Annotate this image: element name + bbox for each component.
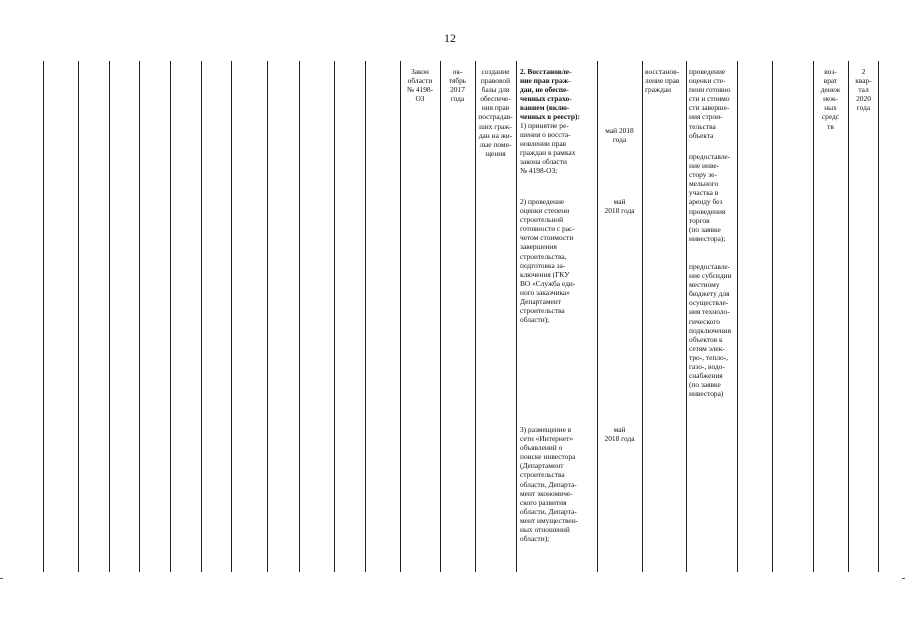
purpose-cell: создание правовой базы для обеспече- ния прав пострадав- ших граж- дан на жи- лые поме- щения <box>478 67 513 158</box>
action-item-1: проведение оценки сте- пени готовно сти и стоимо сти заверше- ния строи- тельства объекта <box>689 67 731 140</box>
law-cell: Закон области № 4198- ОЗ <box>406 67 434 104</box>
measure-item-1: 1) принятие ре- шения о восста- новлении прав граждан в рамках закона области № 4198-ОЗ; <box>520 121 576 176</box>
action-item-3: предоставле- ние субсидии местному бюджету для осуществле- ния техноло- гического подключения объектов к сетям элек- тро-, тепло-, газо-, водо- снабжения (по заявке инвестора) <box>689 262 732 399</box>
column-line <box>440 61 441 572</box>
measure-item-3: 3) размещение в сети «Интернет» объявлений о поиске инвестора (Департамент строительства области, Департа- мент экономиче- ского развития области, Департа- мент имуществен- ных отношений области); <box>520 425 579 544</box>
measure-item-2: 2) проведение оценки степени строительной готовности с рас- четом стоимости завершения строительства, подготовка за- ключения (ГКУ ВО «Служба еди- ного заказчика» Департамент строительства области); <box>520 197 576 325</box>
page-number: 12 <box>444 31 456 45</box>
scan-edge-mark <box>0 578 3 579</box>
column-line <box>848 61 849 572</box>
deadline-1: май 2018 года <box>605 126 634 145</box>
column-line <box>686 61 687 572</box>
column-line <box>737 61 738 572</box>
column-line <box>109 61 110 572</box>
column-line <box>642 61 643 572</box>
column-line <box>231 61 232 572</box>
column-line <box>170 61 171 572</box>
column-line <box>878 61 879 572</box>
deadline-2: май 2018 года <box>604 197 635 216</box>
column-line <box>299 61 300 572</box>
funds-cell: воз- врат денеж неж- ных средс тв <box>820 67 841 131</box>
column-line <box>267 61 268 572</box>
column-line <box>201 61 202 572</box>
action-item-2: предоставле- ние инве- стору зе- мельного участка в аренду без проведения торгов (по заявке инвестора); <box>689 152 731 243</box>
column-line <box>43 61 44 572</box>
date-cell: ок- тябрь 2017 года <box>448 67 467 104</box>
column-line <box>334 61 335 572</box>
result-cell: восстанов- ление прав граждан <box>645 67 680 95</box>
column-line <box>365 61 366 572</box>
quarter-cell: 2 квар- тал 2020 года <box>855 67 872 113</box>
column-line <box>139 61 140 572</box>
column-line <box>516 61 517 572</box>
column-line <box>400 61 401 572</box>
deadline-3: май 2018 года <box>604 425 635 444</box>
column-line <box>772 61 773 572</box>
column-line <box>78 61 79 572</box>
measure-heading: 2. Восстановле- ние прав граж- дан, не обеспе- ченных страхо- ванием (вклю- ченных в реестр): <box>520 67 580 122</box>
column-line <box>813 61 814 572</box>
